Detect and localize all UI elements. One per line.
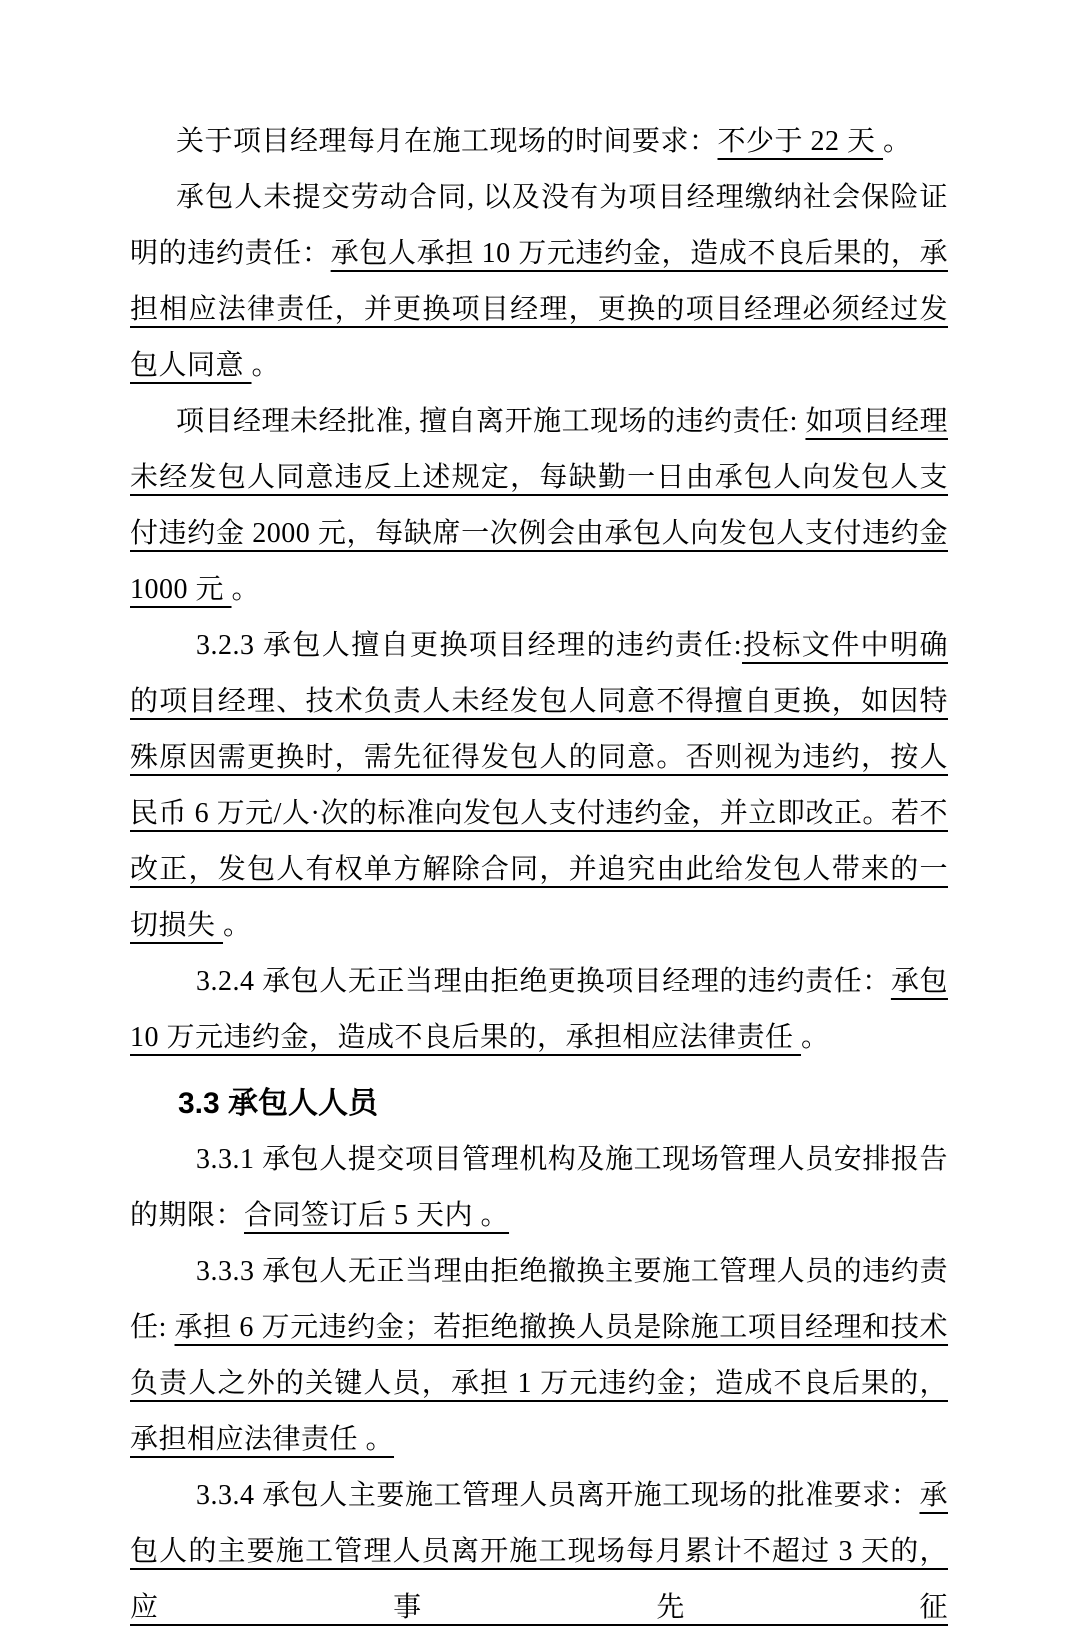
underlined-text: 合同签订后 5 天内 。 <box>244 1200 510 1231</box>
plain-text: 关于项目经理每月在施工现场的时间要求： <box>176 126 718 157</box>
plain-text: 3.2.4 承包人无正当理由拒绝更换项目经理的违约责任： <box>196 966 891 997</box>
paragraph <box>130 394 948 618</box>
plain-text: 。 <box>223 910 252 941</box>
underlined-text: 不少于 22 天 <box>717 126 884 157</box>
paragraph <box>130 954 948 1066</box>
document-body <box>130 114 948 1636</box>
paragraph <box>130 618 948 954</box>
underlined-text: 投标文件中明确的项目经理、技术负责人未经发包人同意不得擅自更换，如因特殊原因需更换时，需先征得发包人的同意。否则视为违约，按人民币 6 万元/人·次的标准向发包人支付违约金，并立即改正。若不改正，发包人有权单方解除合同，并追究由此给发包人带来的一切损失 <box>130 630 948 941</box>
paragraph <box>130 1132 948 1244</box>
plain-text: 3.3 承包人人员 <box>178 1087 379 1120</box>
paragraph <box>130 170 948 394</box>
section-heading <box>130 1076 948 1132</box>
plain-text: 。 <box>231 574 261 605</box>
plain-text: 。 <box>883 126 912 157</box>
underlined-text: 承包人承担 10 万元违约金，造成不良后果的，承担相应法律责任，并更换项目经理，更换的项目经理必须经过发包人同意 <box>130 238 948 381</box>
plain-text: 3.3.4 承包人主要施工管理人员离开施工现场的批准要求： <box>196 1480 920 1511</box>
plain-text: 3.2.3 承包人擅自更换项目经理的违约责任: <box>196 630 743 661</box>
plain-text: 。 <box>801 1022 830 1053</box>
underlined-text: 承担 6 万元违约金；若拒绝撤换人员是除施工项目经理和技术负责人之外的关键人员，承担 1 万元违约金；造成不良后果的，承担相应法律责任 。 <box>130 1312 949 1455</box>
paragraph <box>130 1244 948 1468</box>
plain-text: 承包人未提交劳动合同, 以及没有为项目经理缴纳社会保险证明的违约责任： <box>130 182 948 269</box>
plain-text: 项目经理未经批准, 擅自离开施工现场的违约责任: <box>176 406 806 437</box>
paragraph <box>130 114 948 170</box>
underlined-text: 如项目经理未经发包人同意违反上述规定，每缺勤一日由承包人向发包人支付违约金 2000 元，每缺席一次例会由承包人向发包人支付违约金 1000 元 <box>130 406 948 605</box>
underlined-text: 承包 10 万元违约金，造成不良后果的，承担相应法律责任 <box>130 966 948 1053</box>
underlined-text: 承包人的主要施工管理人员离开施工现场每月累计不超过 3 天的，应事先征 <box>130 1480 948 1623</box>
paragraph <box>130 1468 948 1636</box>
plain-text: 。 <box>251 350 281 381</box>
plain-text: 3.3.1 承包人提交项目管理机构及施工现场管理人员安排报告的期限： <box>130 1144 948 1231</box>
plain-text: 3.3.3 承包人无正当理由拒绝撤换主要施工管理人员的违约责任: <box>130 1256 948 1343</box>
